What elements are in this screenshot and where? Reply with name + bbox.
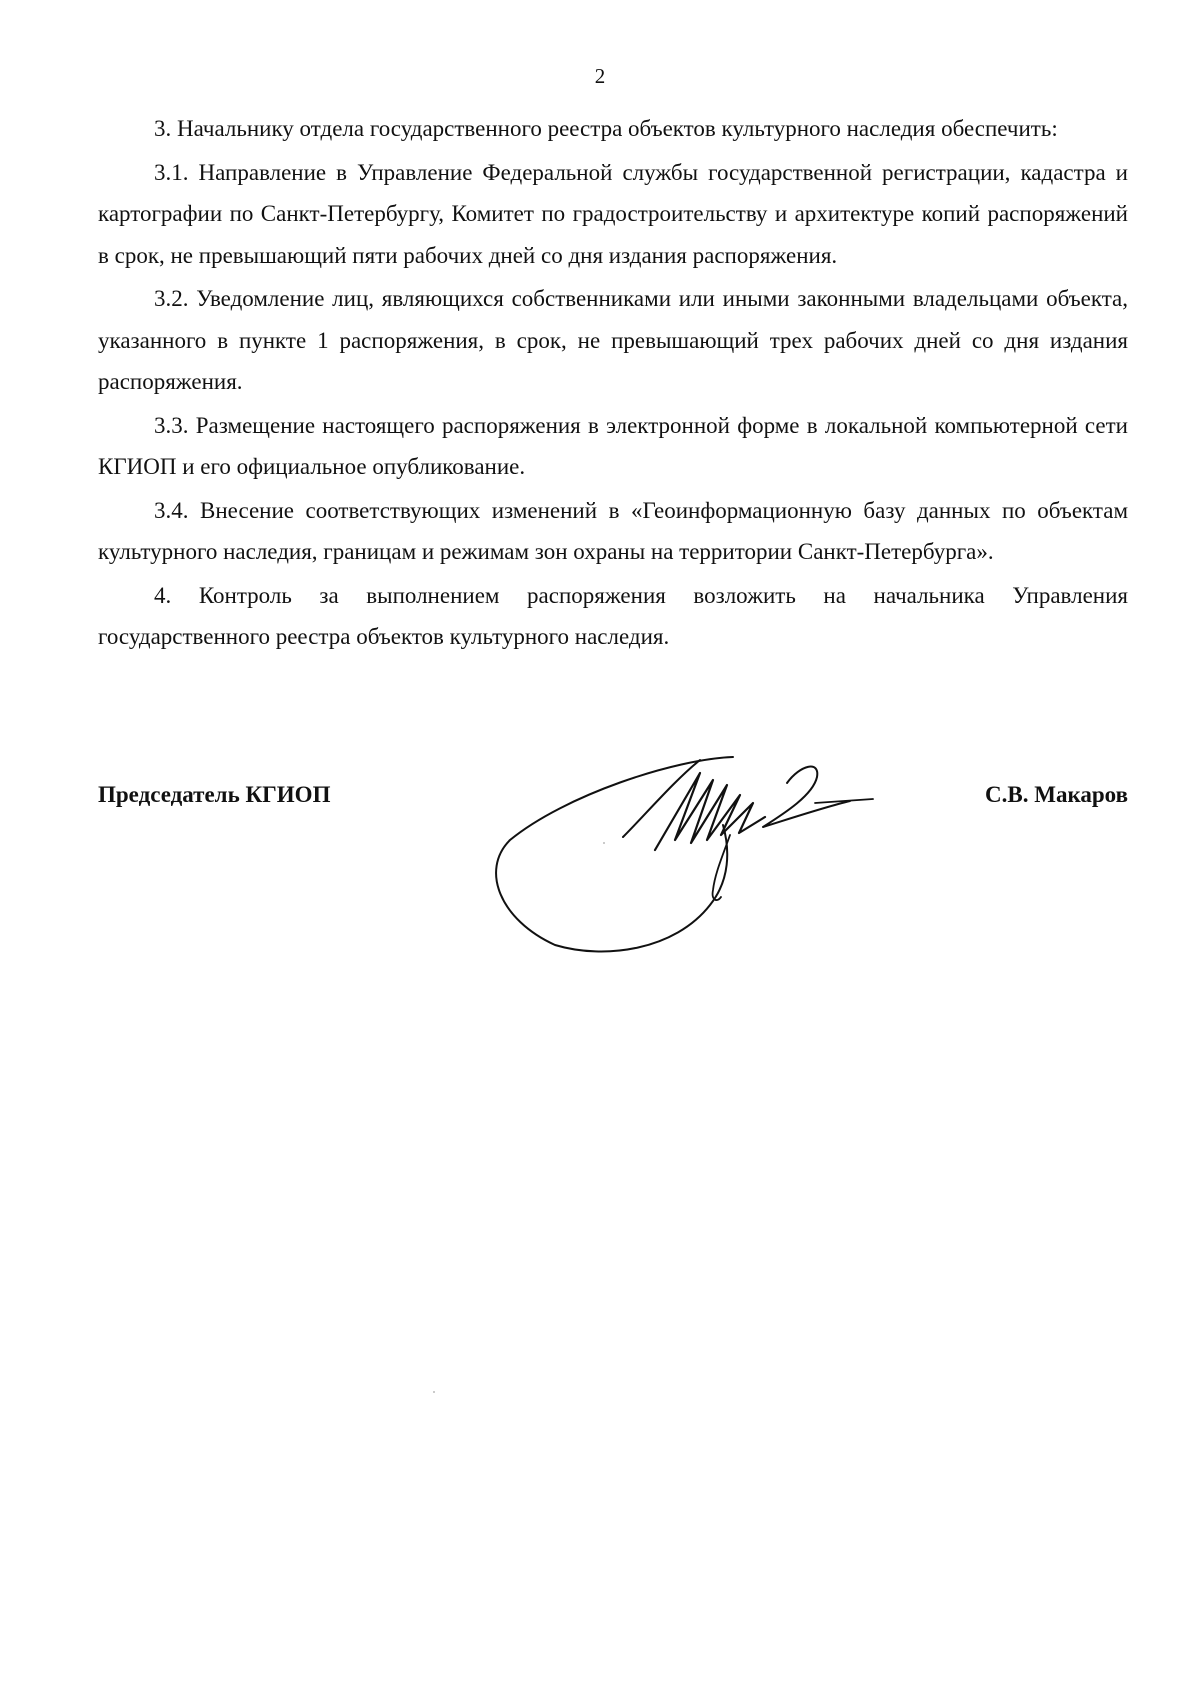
signatory-name: С.В. Макаров	[985, 782, 1128, 807]
scan-speck	[433, 1391, 435, 1393]
signature-diagonal	[623, 760, 700, 837]
paragraph-3-1: 3.1. Направление в Управление Федеральной службы государственной регистрации, кадастра и картографии по Санкт-Петербургу, Комитет по градостроительству и архитектуре копий распоряжений в срок, не превышающий пяти рабочих дней со дня издания распоряжения.	[98, 159, 1128, 268]
paragraph-3: 3. Начальнику отдела государственного реестра объектов культурного наследия обеспечить:	[154, 116, 1058, 141]
signature-zigzag	[655, 773, 765, 850]
paragraph-3-4: 3.4. Внесение соответствующих изменений в «Геоинформационную базу данных по объектам культурного наследия, границам и режимам зон охраны на территории Санкт-Петербурга».	[98, 497, 1128, 564]
page-number: 2	[594, 64, 606, 88]
paragraph-3-3: 3.3. Размещение настоящего распоряжения в электронной форме в локальной компьютерной сети КГИОП и его официальное опубликование.	[98, 412, 1128, 479]
signature-loop	[496, 757, 733, 952]
signatory-title: Председатель КГИОП	[98, 782, 331, 807]
document-body	[98, 108, 1128, 660]
signature-hook	[713, 835, 730, 900]
signature-second-figure	[763, 767, 850, 827]
paragraph-3-2: 3.2. Уведомление лиц, являющихся собственниками или иными законными владельцами объекта, указанного в пункте 1 распоряжения, в срок, не превышающий трех рабочих дней со дня издания распоряжения.	[98, 286, 1128, 394]
scan-speck	[603, 842, 605, 844]
paragraph-4: 4. Контроль за выполнением распоряжения возложить на начальника Управления государственного реестра объектов культурного наследия.	[98, 582, 1128, 649]
handwritten-signature	[495, 755, 965, 955]
